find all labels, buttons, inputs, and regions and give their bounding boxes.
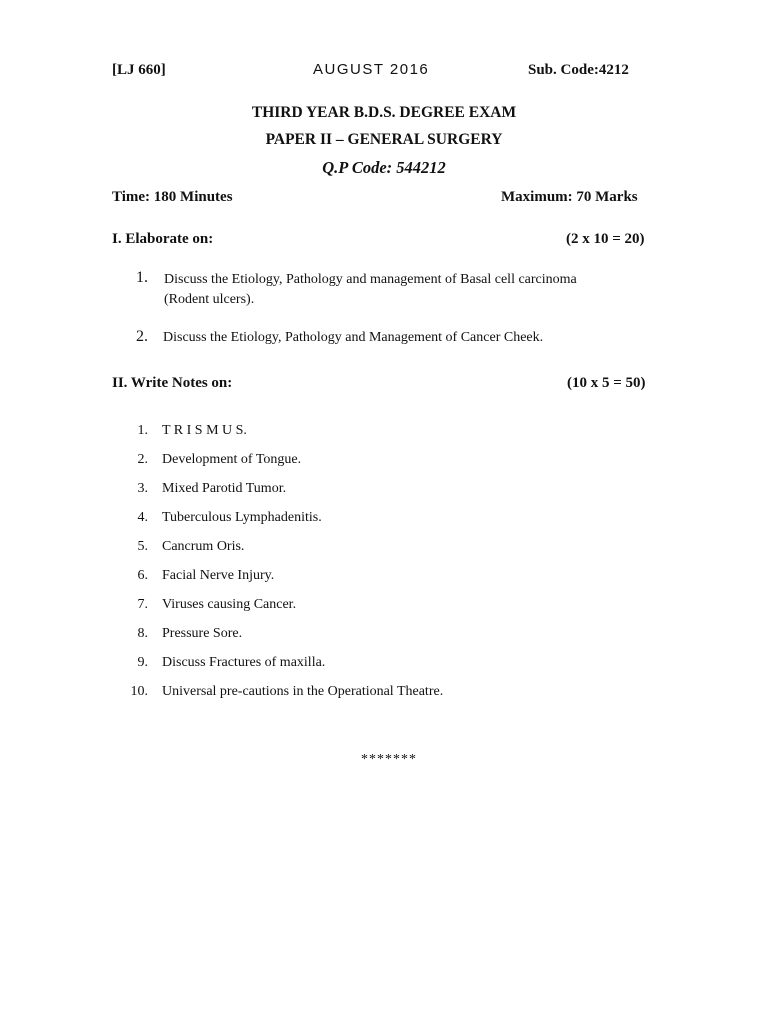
note-text: Discuss Fractures of maxilla. bbox=[162, 655, 326, 670]
qp-code bbox=[0, 158, 768, 178]
note-text: T R I S M U S. bbox=[162, 423, 247, 438]
section1-marks: (2 x 10 = 20) bbox=[566, 231, 645, 247]
section1-title: I. Elaborate on: bbox=[112, 231, 214, 247]
note-number: 5. bbox=[137, 539, 148, 554]
note-number: 10. bbox=[130, 684, 148, 699]
note-number: 6. bbox=[137, 568, 148, 583]
exam-month: AUGUST 2016 bbox=[313, 61, 430, 78]
qp-code-label: Q.P Code bbox=[322, 158, 387, 177]
note-text: Facial Nerve Injury. bbox=[162, 568, 275, 583]
note-text: Tuberculous Lymphadenitis. bbox=[162, 510, 322, 525]
note-number: 3. bbox=[137, 481, 148, 496]
note-number: 8. bbox=[137, 626, 148, 641]
note-text: Cancrum Oris. bbox=[162, 539, 245, 554]
end-marker: ******* bbox=[361, 752, 417, 767]
note-number: 1. bbox=[137, 423, 148, 438]
section2-title: II. Write Notes on: bbox=[112, 375, 233, 391]
sub-code: Sub. Code:4212 bbox=[528, 62, 629, 78]
paper-title: PAPER II – GENERAL SURGERY bbox=[265, 131, 503, 148]
time-label: Time: 180 Minutes bbox=[112, 189, 233, 205]
section2-marks: (10 x 5 = 50) bbox=[567, 375, 646, 391]
note-text: Development of Tongue. bbox=[162, 452, 302, 467]
note-number: 7. bbox=[137, 597, 148, 612]
note-text: Viruses causing Cancer. bbox=[162, 597, 297, 612]
note-text: Pressure Sore. bbox=[162, 626, 243, 641]
note-number: 4. bbox=[137, 510, 148, 525]
note-number: 9. bbox=[137, 655, 148, 670]
question-2-number: 2. bbox=[136, 328, 148, 345]
question-2-text: Discuss the Etiology, Pathology and Management of Cancer Cheek. bbox=[163, 330, 544, 345]
exam-title: THIRD YEAR B.D.S. DEGREE EXAM bbox=[251, 104, 517, 121]
qp-code-value: : 544212 bbox=[386, 158, 446, 177]
max-marks: Maximum: 70 Marks bbox=[501, 189, 638, 205]
note-text: Universal pre-cautions in the Operational Theatre. bbox=[162, 684, 444, 699]
exam-code: [LJ 660] bbox=[112, 62, 166, 78]
note-number: 2. bbox=[137, 452, 148, 467]
note-text: Mixed Parotid Tumor. bbox=[162, 481, 287, 496]
question-1-text: Discuss the Etiology, Pathology and management of Basal cell carcinoma (Rodent ulcers). bbox=[164, 272, 577, 307]
question-1-number: 1. bbox=[136, 269, 148, 286]
